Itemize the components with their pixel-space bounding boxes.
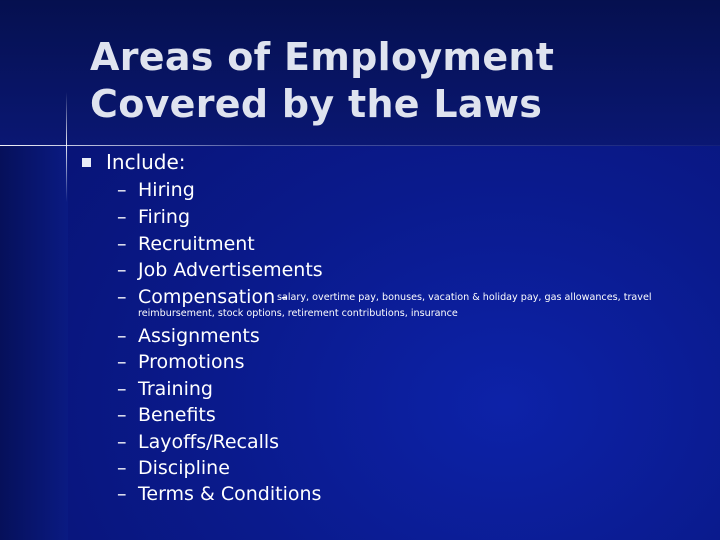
list-item-label: Assignments: [138, 325, 260, 347]
list-item-label: Recruitment: [138, 233, 255, 255]
compensation-detail-continued: reimbursement, stock options, retirement contributions, insurance: [138, 308, 458, 319]
dash-bullet: –: [117, 286, 127, 308]
list-item-label: Firing: [138, 206, 191, 228]
list-item-label: Compensation -: [138, 286, 289, 308]
list-item: [0, 376, 720, 403]
list-item: [0, 455, 720, 482]
list-item-label: Layoffs/Recalls: [138, 431, 280, 453]
list-item: [0, 349, 720, 376]
dash-bullet: –: [117, 431, 127, 453]
list-item: [0, 204, 720, 231]
list-item-label: Terms & Conditions: [138, 483, 322, 505]
list-item-label: Job Advertisements: [138, 259, 323, 281]
list-item: [0, 177, 720, 204]
list-item: [0, 429, 720, 456]
title-line-1: Areas of Employment: [90, 35, 555, 79]
list-item-label: Benefits: [138, 404, 216, 426]
list-item: [0, 481, 720, 508]
title-line-2: Covered by the Laws: [90, 82, 543, 126]
bullet-include: Include:: [106, 150, 186, 174]
list-item-label: Training: [138, 378, 213, 400]
list-item: [0, 231, 720, 258]
list-item-compensation: [0, 284, 720, 311]
dash-bullet: –: [117, 404, 127, 426]
square-bullet-icon: [82, 158, 91, 167]
list-item: [0, 323, 720, 350]
dash-bullet: –: [117, 179, 127, 201]
dash-bullet: –: [117, 378, 127, 400]
list-item: [0, 257, 720, 284]
dash-bullet: –: [117, 233, 127, 255]
dash-bullet: –: [117, 325, 127, 347]
list-item-label: Discipline: [138, 457, 230, 479]
dash-bullet: –: [117, 206, 127, 228]
dash-bullet: –: [117, 351, 127, 373]
dash-bullet: –: [117, 259, 127, 281]
list-item-label: Hiring: [138, 179, 195, 201]
list-item-label: Promotions: [138, 351, 245, 373]
dash-bullet: –: [117, 457, 127, 479]
compensation-detail: salary, overtime pay, bonuses, vacation & holiday pay, gas allowances, travel: [277, 292, 652, 303]
list-item: [0, 402, 720, 429]
dash-bullet: –: [117, 483, 127, 505]
